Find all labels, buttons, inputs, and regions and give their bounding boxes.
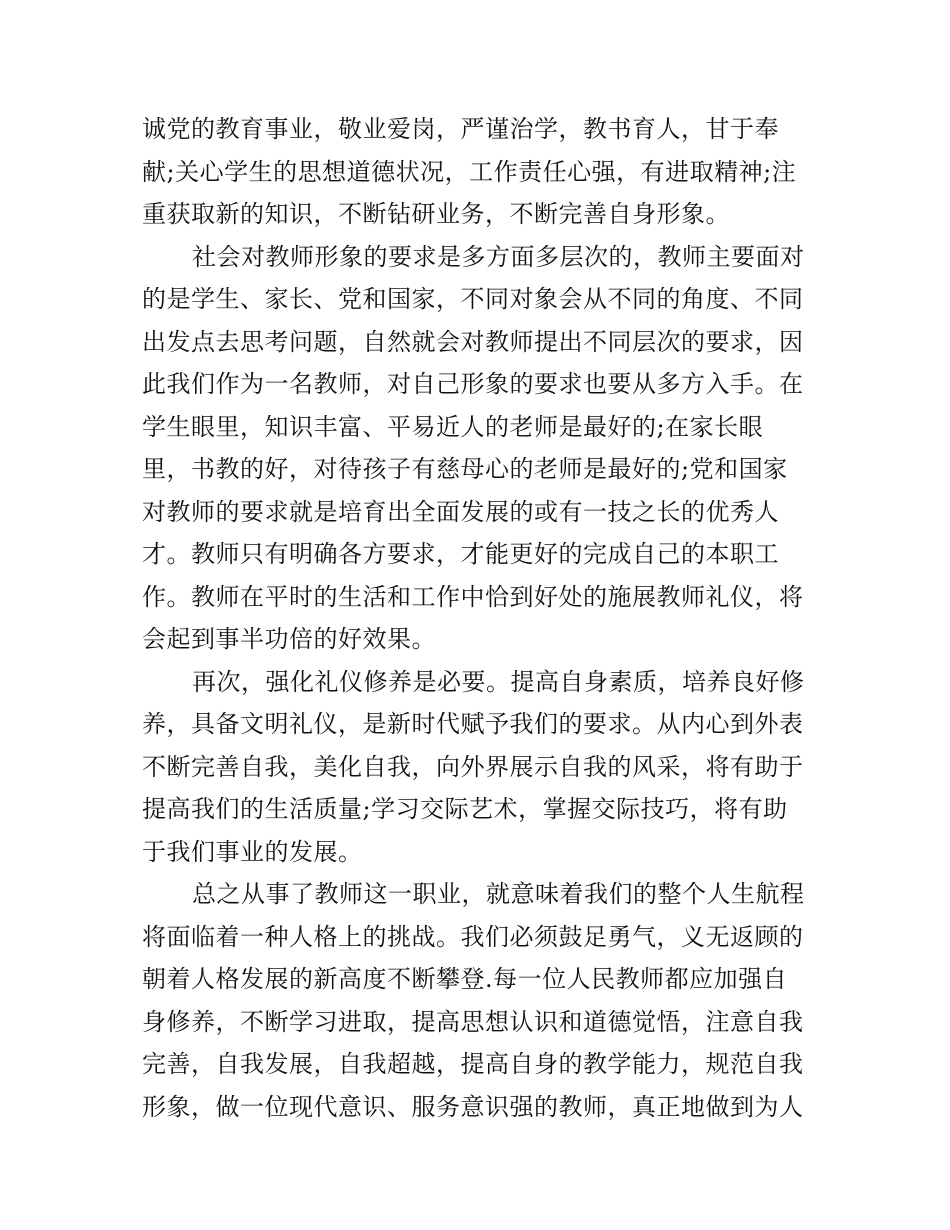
paragraph-first-line: 总之从事了教师这一职业，就意味着我们的整个人生航程 — [192, 880, 805, 908]
text-line: 于我们事业的发展。 — [142, 837, 363, 866]
text-line: 不断完善自我，美化自我，向外界展示自我的风采，将有助于 — [142, 752, 804, 781]
text-line: 此我们作为一名教师，对自己形象的要求也要从多方入手。在 — [142, 370, 804, 398]
text-line: 诚党的教育事业，敬业爱岗，严谨治学，教书育人，甘于奉 — [142, 115, 779, 143]
text-line: 朝着人格发展的新高度不断攀登.每一位人民教师都应加强自 — [142, 965, 788, 993]
text-line: 里，书教的好，对待孩子有慈母心的老师是最好的;党和国家 — [142, 455, 788, 483]
text-line: 重获取新的知识，不断钻研业务，不断完善自身形象。 — [142, 200, 730, 228]
text-line: 形象，做一位现代意识、服务意识强的教师，真正地做到为人 — [142, 1092, 804, 1121]
text-line: 献;关心学生的思想道德状况，工作责任心强，有进取精神;注 — [142, 157, 797, 186]
paragraph-first-line: 社会对教师形象的要求是多方面多层次的，教师主要面对 — [192, 242, 805, 271]
text-line: 才。教师只有明确各方要求，才能更好的完成自己的本职工 — [142, 540, 779, 568]
text-line: 养，具备文明礼仪，是新时代赋予我们的要求。从内心到外表 — [142, 710, 804, 738]
text-line: 完善，自我发展，自我超越，提高自身的教学能力，规范自我 — [142, 1050, 804, 1078]
text-line: 的是学生、家长、党和国家，不同对象会从不同的角度、不同 — [142, 285, 804, 313]
text-line: 会起到事半功倍的好效果。 — [142, 625, 436, 653]
text-line: 提高我们的生活质量;学习交际艺术，掌握交际技巧，将有助 — [142, 795, 788, 823]
text-line: 学生眼里，知识丰富、平易近人的老师是最好的;在家长眼 — [142, 412, 764, 441]
text-line: 将面临着一种人格上的挑战。我们必须鼓足勇气，义无返顾的 — [142, 922, 804, 951]
text-line: 身修养，不断学习进取，提高思想认识和道德觉悟，注意自我 — [142, 1007, 804, 1036]
text-line: 对教师的要求就是培育出全面发展的或有一技之长的优秀人 — [142, 497, 779, 526]
text-line: 出发点去思考问题，自然就会对教师提出不同层次的要求，因 — [142, 327, 804, 356]
document-body — [142, 108, 822, 1128]
text-line: 作。教师在平时的生活和工作中恰到好处的施展教师礼仪，将 — [142, 582, 804, 611]
paragraph-first-line: 再次，强化礼仪修养是必要。提高自身素质，培养良好修 — [192, 667, 805, 696]
